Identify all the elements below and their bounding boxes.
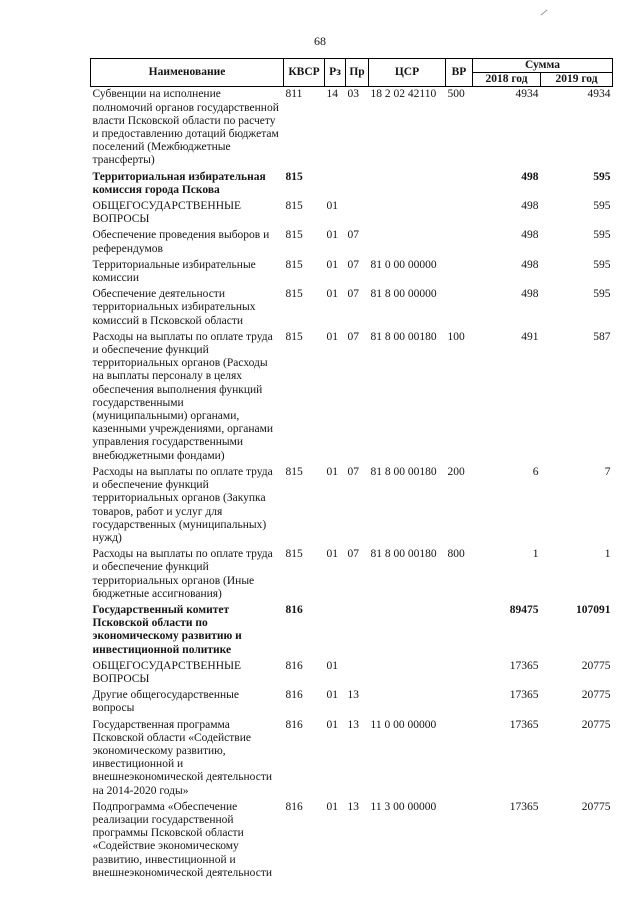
header-csr: ЦСР [369, 59, 446, 87]
cell-2018: 89475 [509, 603, 539, 616]
table-row [91, 659, 613, 688]
cell-pr [346, 603, 369, 659]
cell-2019: 20775 [581, 800, 611, 813]
header-2018: 2018 год [473, 73, 541, 87]
cell-kvsr: 816 [285, 689, 303, 702]
cell-csr: 11 0 00 00000 [370, 718, 437, 731]
cell-pr: 07 [347, 548, 359, 561]
cell-csr [369, 228, 446, 257]
cell-2019: 595 [593, 200, 611, 213]
cell-rz: 01 [326, 689, 338, 702]
cell-2018: 1 [532, 548, 539, 561]
cell-vr [446, 228, 473, 257]
cell-vr [446, 199, 473, 228]
cell-2018: 17365 [509, 800, 539, 813]
cell-2018: 498 [521, 170, 539, 183]
cell-pr: 07 [347, 288, 359, 301]
cell-name: Обеспечение деятельности территориальных избирательных комиссий в Псковской области [92, 288, 256, 327]
header-pr: Пр [346, 59, 369, 87]
cell-csr: 11 3 00 00000 [370, 800, 437, 813]
cell-kvsr: 815 [285, 229, 303, 242]
cell-name: ОБЩЕГОСУДАРСТВЕННЫЕ ВОПРОСЫ [92, 659, 242, 685]
table-row [91, 199, 613, 228]
cell-vr: 200 [447, 465, 465, 478]
cell-kvsr: 815 [285, 200, 303, 213]
cell-rz: 01 [326, 330, 338, 343]
table-body [91, 87, 613, 882]
cell-rz: 14 [326, 88, 338, 101]
cell-vr [446, 258, 473, 287]
cell-kvsr: 816 [285, 800, 303, 813]
cell-2018: 498 [521, 258, 539, 271]
cell-rz: 01 [326, 465, 338, 478]
cell-name: ОБЩЕГОСУДАРСТВЕННЫЕ ВОПРОСЫ [92, 200, 242, 226]
cell-kvsr: 815 [285, 548, 303, 561]
cell-kvsr: 815 [285, 258, 303, 271]
cell-2018: 498 [521, 200, 539, 213]
cell-vr: 500 [447, 88, 465, 101]
cell-2019: 20775 [581, 659, 611, 672]
cell-2019: 4934 [587, 88, 611, 101]
cell-2019: 595 [593, 170, 611, 183]
cell-csr [369, 688, 446, 717]
cell-vr: 100 [447, 330, 465, 343]
cell-pr: 07 [347, 229, 359, 242]
cell-csr: 18 2 02 42110 [370, 88, 437, 101]
cell-rz: 01 [326, 718, 338, 731]
header-sum: Сумма [473, 59, 613, 73]
cell-vr [446, 659, 473, 688]
cell-rz: 01 [326, 548, 338, 561]
cell-name: Расходы на выплаты по оплате труда и обеспечение функций территориальных органов (Иные бюджетные ассигнования) [92, 548, 273, 600]
cell-name: Обеспечение проведения выборов и референдумов [92, 229, 270, 255]
table-row [91, 718, 613, 800]
header-name: Наименование [91, 59, 284, 87]
header-rz: Рз [325, 59, 346, 87]
cell-csr [369, 603, 446, 659]
cell-kvsr: 815 [285, 170, 303, 183]
cell-kvsr: 815 [285, 288, 303, 301]
cell-2019: 20775 [581, 689, 611, 702]
cell-name: Территориальная избирательная комиссия города Пскова [92, 170, 266, 196]
cell-kvsr: 815 [285, 330, 303, 343]
cell-rz: 01 [326, 200, 338, 213]
cell-2018: 498 [521, 229, 539, 242]
cell-pr: 13 [347, 800, 359, 813]
cell-2019: 595 [593, 229, 611, 242]
cell-name: Другие общегосударственные вопросы [92, 689, 239, 715]
cell-vr [446, 718, 473, 800]
cell-pr [346, 199, 369, 228]
cell-rz: 01 [326, 288, 338, 301]
cell-rz [325, 170, 346, 199]
cell-pr: 03 [347, 88, 359, 101]
cell-rz: 01 [326, 258, 338, 271]
cell-2019: 20775 [581, 718, 611, 731]
table-row [91, 603, 613, 659]
cell-csr [369, 659, 446, 688]
table-row [91, 688, 613, 717]
cell-2019: 595 [593, 258, 611, 271]
cell-csr: 81 8 00 00180 [370, 330, 437, 343]
cell-vr: 800 [447, 548, 465, 561]
cell-kvsr: 816 [285, 659, 303, 672]
cell-csr [369, 199, 446, 228]
cell-name: Государственный комитет Псковской области по экономическому развитию и инвестиционной политике [92, 603, 242, 656]
table-row [91, 287, 613, 330]
table-row [91, 258, 613, 287]
cell-pr: 13 [347, 718, 359, 731]
cell-name: Расходы на выплаты по оплате труда и обеспечение функций территориальных органов (Закупка товаров, работ и услуг для государственных (муниципальных) нужд) [92, 465, 273, 544]
cell-pr [346, 170, 369, 199]
cell-csr: 81 8 00 00180 [370, 465, 437, 478]
cell-pr: 07 [347, 258, 359, 271]
cell-2019: 595 [593, 288, 611, 301]
cell-2018: 6 [532, 465, 539, 478]
cell-pr [346, 659, 369, 688]
budget-table [90, 58, 613, 882]
cell-rz: 01 [326, 800, 338, 813]
table-header [91, 59, 613, 87]
cell-2018: 491 [521, 330, 539, 343]
cell-csr: 81 8 00 00180 [370, 548, 437, 561]
cell-name: Расходы на выплаты по оплате труда и обеспечение функций территориальных органов (Расходы на выплаты персоналу в целях обеспечения выполнения функций государственными (муниципальными) органами, казенными учреждениями, органами управления государственными внебюджетными фондами) [92, 330, 274, 462]
cell-pr: 13 [347, 689, 359, 702]
cell-2018: 17365 [509, 718, 539, 731]
table-row [91, 547, 613, 603]
cell-name: Субвенции на исполнение полномочий органов государственной власти Псковской области по расчету и предоставлению дотаций бюджетам поселений (Межбюджетные трансферты) [92, 88, 279, 167]
cell-2018: 17365 [509, 689, 539, 702]
header-kvsr: КВСР [284, 59, 325, 87]
table-row [91, 800, 613, 882]
header-vr: ВР [446, 59, 473, 87]
cell-2019: 1 [604, 548, 611, 561]
cell-vr [446, 800, 473, 882]
cell-vr [446, 287, 473, 330]
table-row [91, 170, 613, 199]
cell-2018: 4934 [515, 88, 539, 101]
cell-2018: 498 [521, 288, 539, 301]
cell-2019: 7 [604, 465, 611, 478]
cell-csr [369, 170, 446, 199]
cell-2018: 17365 [509, 659, 539, 672]
cell-name: Государственная программа Псковской области «Содействие экономическому развитию, инвестиционной и внешнеэкономической деятельности на 2014-2020 годы» [92, 718, 273, 797]
scan-artifact [541, 10, 548, 16]
cell-rz [325, 603, 346, 659]
cell-name: Подпрограмма «Обеспечение реализации государственной программы Псковской области «Содействие экономическому развитию, инвестиционной и внешнеэкономической деятельности [92, 800, 273, 879]
cell-vr [446, 170, 473, 199]
cell-rz: 01 [326, 229, 338, 242]
header-2019: 2019 год [541, 73, 613, 87]
cell-kvsr: 816 [285, 603, 303, 616]
cell-2019: 587 [593, 330, 611, 343]
table-row [91, 228, 613, 257]
cell-vr [446, 603, 473, 659]
page-number: 68 [314, 34, 326, 48]
cell-rz: 01 [326, 659, 338, 672]
table-row [91, 330, 613, 465]
cell-kvsr: 815 [285, 465, 303, 478]
cell-name: Территориальные избирательные комиссии [92, 258, 256, 285]
cell-kvsr: 816 [285, 718, 303, 731]
cell-2019: 107091 [576, 603, 611, 616]
cell-csr: 81 8 00 00000 [370, 288, 437, 301]
cell-kvsr: 811 [285, 88, 303, 101]
table-row [91, 465, 613, 547]
cell-vr [446, 688, 473, 717]
cell-pr: 07 [347, 465, 359, 478]
cell-pr: 07 [347, 330, 359, 343]
table-row [91, 87, 613, 170]
cell-csr: 81 0 00 00000 [370, 258, 437, 271]
